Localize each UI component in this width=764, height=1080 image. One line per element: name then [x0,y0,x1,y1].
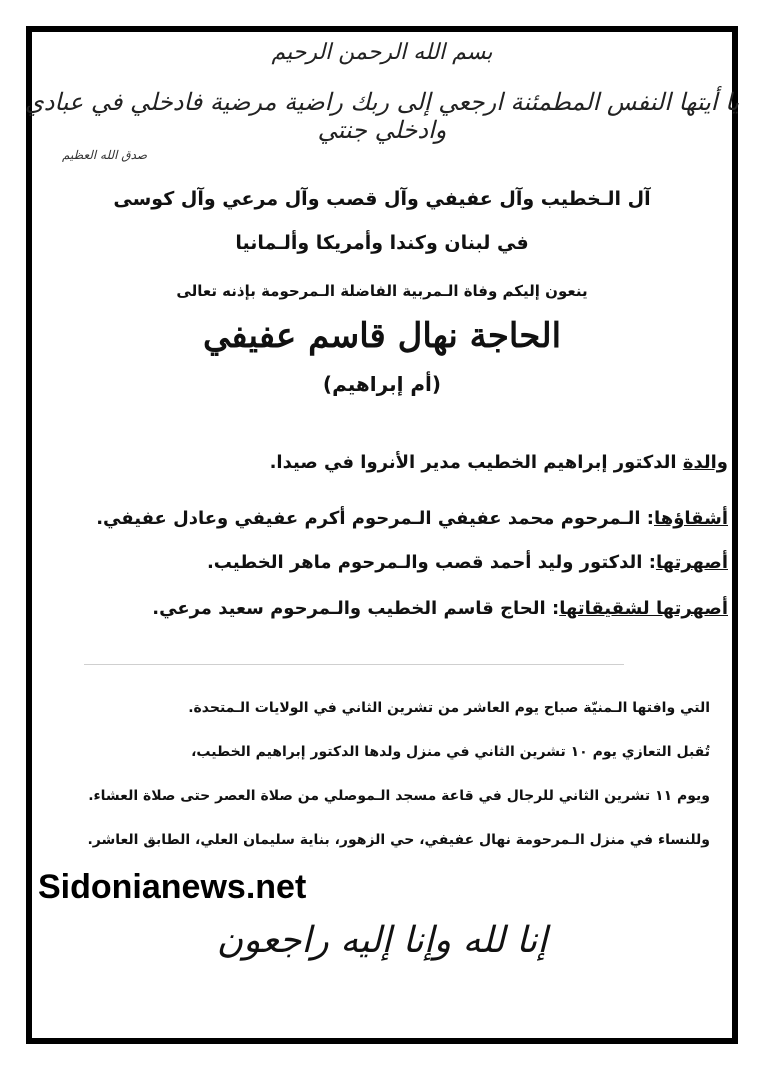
info-line-condolences-men: ويوم ١١ تشرين الثاني للرجال في قاعة مسجد الـموصلي من صلاة العصر حتى صلاة العشاء. [88,788,710,804]
deceased-kunya: (أم إبراهيم) [322,372,442,396]
site-watermark: Sidonianews.net [38,868,307,906]
deceased-name: الحاجة نهال قاسم عفيفي [202,316,562,356]
quran-verse-calligraphy: يا أيتها النفس المطمئنة ارجعي إلى ربك راضية مرضية فادخلي في عبادي وادخلي جنتي [24,88,740,144]
info-line-death: التي وافتها الـمنيّة صباح يوم العاشر من تشرين الثاني في الولايات الـمتحدة. [188,700,710,716]
info-line-condolences-day1: تُقبل التعازي يوم ١٠ تشرين الثاني في منزل ولدها الدكتور إبراهيم الخطيب، [191,744,710,760]
relation-text: الدكتور إبراهيم الخطيب مدير الأنروا في صيدا. [269,452,683,473]
relation-text: : الدكتور وليد أحمد قصب والـمرحوم ماهر الخطيب. [206,552,656,573]
section-divider [84,664,624,665]
basmala-calligraphy: بسم الله الرحمن الرحيم [271,40,493,65]
families-line-2: في لبنان وكندا وأمريكا وألـمانيا [235,232,529,254]
families-line-1: آل الـخطيب وآل عفيفي وآل قصب وآل مرعي وآل كوسى [113,188,651,210]
info-line-condolences-women: وللنساء في منزل الـمرحومة نهال عفيفي، حي الزهور، بناية سليمان العلي، الطابق العاشر. [87,832,710,848]
sadaq-calligraphy: صدق الله العظيم [62,148,148,162]
relation-label: والدة [682,452,728,473]
relation-text: : الحاج قاسم الخطيب والـمرحوم سعيد مرعي. [152,598,560,619]
relation-line-in-laws [207,552,728,573]
relation-label: أصهرتها [655,552,728,573]
relation-line-brothers [96,508,728,529]
relation-label: أصهرتها لشقيقاتها [559,598,728,619]
istirja-calligraphy: إنا لله وإنا إليه راجعون [216,920,548,961]
relation-line-mother [270,452,728,473]
announcement-text: ينعون إليكم وفاة الـمربية الفاضلة الـمرحومة بإذنه تعالى [176,282,588,300]
relation-line-sisters-in-laws [152,598,728,619]
relation-text: : الـمرحوم محمد عفيفي الـمرحوم أكرم عفيفي وعادل عفيفي. [96,508,654,529]
relation-label: أشقاؤها [653,508,728,529]
